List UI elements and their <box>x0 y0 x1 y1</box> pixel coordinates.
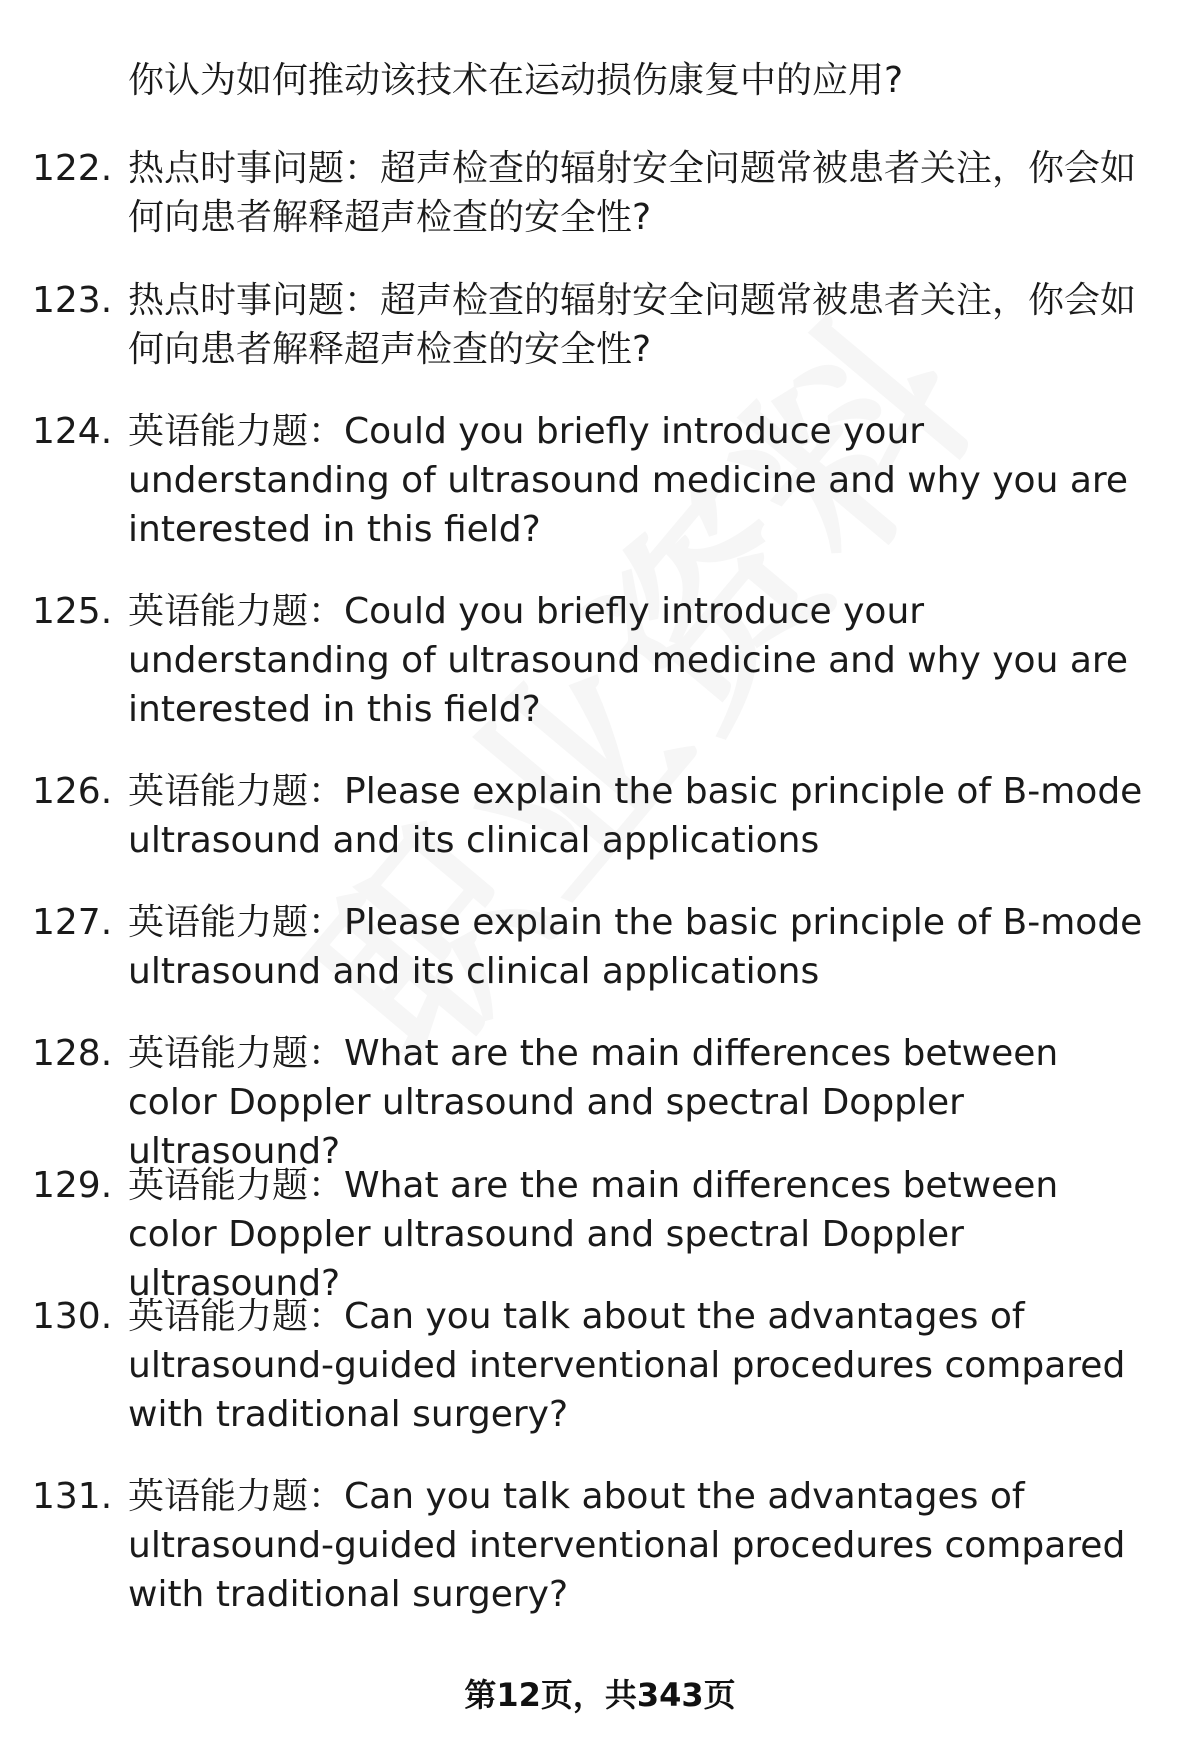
item-number: 127. <box>32 902 113 943</box>
page-number-footer: 第12页，共343页 <box>464 1676 736 1714</box>
item-number: 131. <box>32 1476 113 1517</box>
item-text: 英语能力题：Please explain the basic principle of B-mode ultrasound and its clinical applications <box>128 771 1143 861</box>
item-text: 英语能力题：Could you briefly introduce your understanding of ultrasound medicine and why you are interested in this field? <box>128 411 1129 550</box>
item-number: 122. <box>32 148 113 189</box>
item-text: 你认为如何推动该技术在运动损伤康复中的应用? <box>128 60 904 101</box>
item-text: 英语能力题：What are the main differences between color Doppler ultrasound and spectral Doppler ultrasound? <box>128 1033 1059 1172</box>
item-text: 英语能力题：What are the main differences between color Doppler ultrasound and spectral Doppler ultrasound? <box>128 1165 1059 1304</box>
item-number: 125. <box>32 591 113 632</box>
item-number: 126. <box>32 771 113 812</box>
item-number: 124. <box>32 411 113 452</box>
item-text: 英语能力题：Could you briefly introduce your understanding of ultrasound medicine and why you are interested in this field? <box>128 591 1129 730</box>
item-number: 129. <box>32 1165 113 1206</box>
item-number: 128. <box>32 1033 113 1074</box>
item-number: 130. <box>32 1296 113 1337</box>
item-text: 英语能力题：Can you talk about the advantages of ultrasound-guided interventional procedures compared with traditional surgery? <box>128 1476 1126 1615</box>
item-text: 英语能力题：Please explain the basic principle of B-mode ultrasound and its clinical applications <box>128 902 1143 992</box>
item-text: 英语能力题：Can you talk about the advantages of ultrasound-guided interventional procedures compared with traditional surgery? <box>128 1296 1126 1435</box>
item-text: 热点时事问题：超声检查的辐射安全问题常被患者关注，你会如何向患者解释超声检查的安全性? <box>128 280 1137 370</box>
item-text: 热点时事问题：超声检查的辐射安全问题常被患者关注，你会如何向患者解释超声检查的安全性? <box>128 148 1137 238</box>
item-number: 123. <box>32 280 113 321</box>
